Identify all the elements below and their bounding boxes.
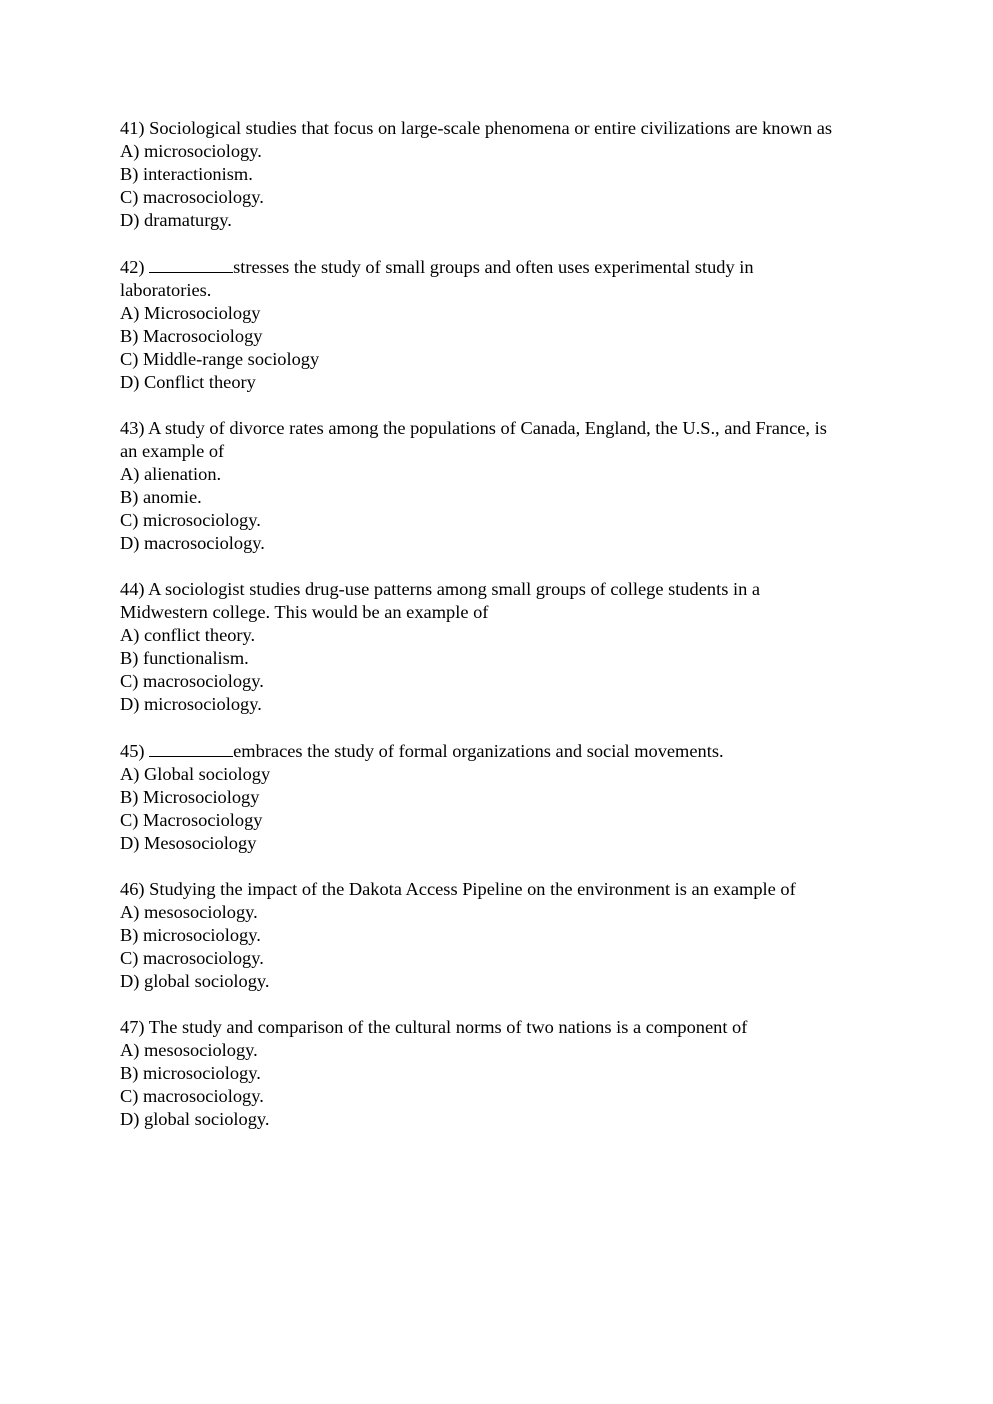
answer-option-d: D) global sociology. [120, 1109, 270, 1129]
question-text: embraces the study of formal organizations and social movements. [233, 741, 724, 761]
question-text: A study of divorce rates among the populations of Canada, England, the U.S., and France, is [148, 418, 827, 438]
document-page [120, 117, 920, 1154]
question-stem [120, 1016, 920, 1039]
answer-option-a: A) mesosociology. [120, 1040, 258, 1060]
answer-option-b: B) Macrosociology [120, 326, 263, 346]
answer-option-c: C) macrosociology. [120, 671, 264, 691]
question-number: 43) [120, 418, 145, 438]
question-text: A sociologist studies drug-use patterns among small groups of college students in a [148, 579, 761, 599]
answer-option-b: B) functionalism. [120, 648, 249, 668]
answer-option-c: C) macrosociology. [120, 948, 264, 968]
answer-option-a: A) Microsociology [120, 303, 261, 323]
question-47 [120, 1016, 920, 1131]
question-stem [120, 578, 920, 624]
question-41 [120, 117, 920, 232]
answer-option-a: A) mesosociology. [120, 902, 258, 922]
question-stem [120, 417, 920, 463]
fill-in-blank [149, 739, 233, 757]
question-number: 42) [120, 257, 145, 277]
answer-option-a: A) Global sociology [120, 764, 271, 784]
answer-option-c: C) Macrosociology [120, 810, 263, 830]
question-text-continuation: laboratories. [120, 280, 212, 300]
question-number: 46) [120, 879, 145, 899]
answer-option-a: A) alienation. [120, 464, 222, 484]
answer-option-a: A) conflict theory. [120, 625, 256, 645]
answer-option-d: D) Mesosociology [120, 833, 257, 853]
question-stem [120, 255, 920, 302]
answer-option-c: C) Middle-range sociology [120, 349, 320, 369]
answer-option-a: A) microsociology. [120, 141, 262, 161]
answer-option-d: D) dramaturgy. [120, 210, 232, 230]
answer-option-d: D) Conflict theory [120, 372, 256, 392]
question-text: The study and comparison of the cultural norms of two nations is a component of [148, 1017, 748, 1037]
question-text: Studying the impact of the Dakota Access Pipeline on the environment is an example of [149, 879, 796, 899]
question-text-continuation: an example of [120, 441, 225, 461]
answer-option-d: D) microsociology. [120, 694, 262, 714]
answer-option-c: C) macrosociology. [120, 187, 264, 207]
question-stem [120, 117, 920, 140]
question-number: 44) [120, 579, 145, 599]
answer-option-d: D) macrosociology. [120, 533, 265, 553]
question-text-continuation: Midwestern college. This would be an example of [120, 602, 489, 622]
fill-in-blank [149, 255, 233, 273]
question-stem [120, 878, 920, 901]
answer-option-b: B) interactionism. [120, 164, 253, 184]
answer-option-c: C) microsociology. [120, 510, 261, 530]
question-44 [120, 578, 920, 716]
answer-option-b: B) anomie. [120, 487, 202, 507]
answer-option-b: B) Microsociology [120, 787, 260, 807]
question-number: 45) [120, 741, 145, 761]
answer-option-d: D) global sociology. [120, 971, 270, 991]
answer-option-b: B) microsociology. [120, 925, 261, 945]
question-46 [120, 878, 920, 993]
question-42 [120, 255, 920, 394]
question-number: 47) [120, 1017, 145, 1037]
question-text: stresses the study of small groups and often uses experimental study in [233, 257, 754, 277]
question-text: Sociological studies that focus on large-scale phenomena or entire civilizations are known as [149, 118, 833, 138]
answer-option-b: B) microsociology. [120, 1063, 261, 1083]
question-stem [120, 739, 920, 763]
question-43 [120, 417, 920, 555]
answer-option-c: C) macrosociology. [120, 1086, 264, 1106]
question-45 [120, 739, 920, 855]
question-number: 41) [120, 118, 145, 138]
